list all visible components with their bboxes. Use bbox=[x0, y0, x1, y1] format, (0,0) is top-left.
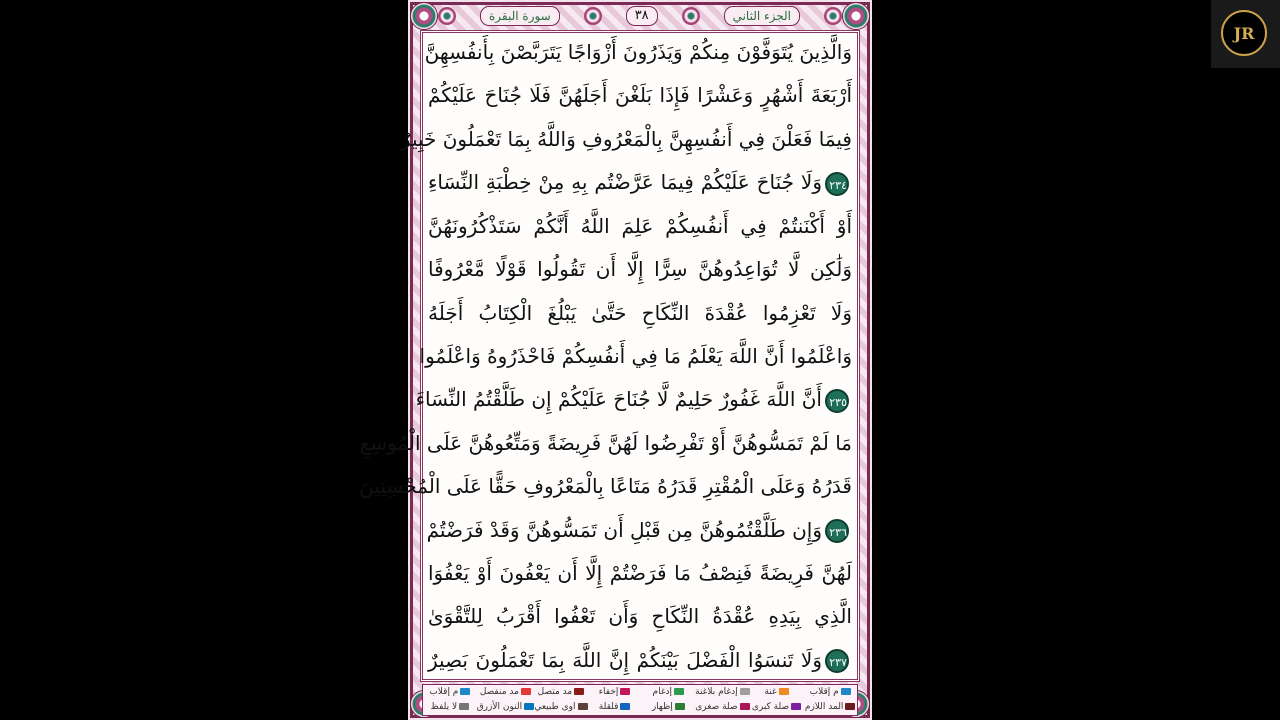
legend-swatch bbox=[675, 703, 685, 710]
legend-swatch bbox=[574, 688, 584, 695]
legend-item bbox=[803, 700, 857, 715]
legend-swatch bbox=[779, 688, 789, 695]
legend-item bbox=[695, 700, 750, 715]
header-ornament-icon bbox=[824, 7, 842, 25]
header-ornament-icon bbox=[438, 7, 456, 25]
ayah-text: وَلَا تَعْزِمُوا عُقْدَةَ النِّكَاحِ حَتَّىٰ يَبْلُغَ الْكِتَابُ أَجَلَهُ bbox=[428, 300, 852, 325]
legend-swatch bbox=[841, 688, 851, 695]
legend-swatch bbox=[460, 688, 470, 695]
legend-label: قلقلة bbox=[598, 702, 619, 712]
legend-item bbox=[534, 685, 588, 700]
legend-swatch bbox=[521, 688, 531, 695]
legend-swatch bbox=[740, 688, 750, 695]
ayah-text: مَا لَمْ تَمَسُّوهُنَّ أَوْ تَفْرِضُوا لَهُنَّ فَرِيضَةً وَمَتِّعُوهُنَّ عَلَى الْمُوسِعِ bbox=[359, 430, 852, 455]
logo-icon bbox=[1221, 10, 1267, 56]
ayah-text: وَإِن طَلَّقْتُمُوهُنَّ مِن قَبْلِ أَن تَمَسُّوهُنَّ وَقَدْ فَرَضْتُمْ bbox=[426, 517, 822, 542]
legend-swatch bbox=[459, 703, 469, 710]
ayah-line bbox=[428, 514, 852, 546]
corner-ornament-icon bbox=[842, 2, 870, 30]
header-ornament-icon bbox=[682, 7, 700, 25]
quran-text bbox=[359, 36, 852, 676]
ayah-text: قَدَرُهُ وَعَلَى الْمُقْتِرِ قَدَرُهُ مَتَاعًا بِالْمَعْرُوفِ حَقًّا عَلَى الْمُحْسِنِينَ bbox=[359, 474, 852, 499]
legend-item bbox=[750, 685, 804, 700]
header-ornament-icon bbox=[584, 7, 602, 25]
legend-swatch bbox=[674, 688, 684, 695]
ayah-line bbox=[428, 210, 852, 242]
legend-swatch bbox=[524, 703, 534, 710]
legend-label: م إقلاب bbox=[429, 687, 459, 697]
legend-label: إخفاء bbox=[598, 687, 619, 697]
logo-letters: JR bbox=[1233, 23, 1255, 43]
ayah-line bbox=[428, 557, 852, 589]
legend-item bbox=[534, 700, 588, 715]
ayah-line bbox=[428, 644, 852, 676]
verse-number-marker: ٢٣٦ bbox=[825, 519, 849, 543]
legend-label: النون الأزرق bbox=[476, 702, 523, 712]
legend-item bbox=[641, 685, 695, 700]
ayah-text: أَرْبَعَةَ أَشْهُرٍ وَعَشْرًا فَإِذَا بَلَغْنَ أَجَلَهُنَّ فَلَا جُنَاحَ عَلَيْكُمْ bbox=[428, 83, 852, 108]
ayah-line bbox=[428, 166, 852, 198]
ayah-line bbox=[415, 383, 852, 415]
legend-label: مد متصل bbox=[537, 687, 573, 697]
legend-swatch bbox=[620, 703, 630, 710]
corner-ornament-icon bbox=[410, 2, 438, 30]
ayah-text: وَالَّذِينَ يُتَوَفَّوْنَ مِنكُمْ وَيَذَرُونَ أَزْوَاجًا يَتَرَبَّصْنَ بِأَنفُسِهِنَّ bbox=[424, 40, 852, 64]
legend-label: مد منفصل bbox=[479, 687, 519, 697]
legend-label: إظهار bbox=[651, 702, 673, 712]
legend-label: اوى طبيعي bbox=[534, 702, 576, 712]
tajweed-legend bbox=[422, 684, 858, 716]
ayah-line bbox=[428, 297, 852, 329]
ayah-text: وَلَا جُنَاحَ عَلَيْكُمْ فِيمَا عَرَّضْتُم بِهِ مِنْ خِطْبَةِ النِّسَاءِ bbox=[428, 170, 822, 195]
legend-item bbox=[477, 700, 534, 715]
legend-label: إدغام بلاغنة bbox=[695, 687, 738, 697]
ayah-line bbox=[359, 427, 852, 459]
legend-label: صلة كبرى bbox=[751, 702, 790, 712]
verse-number-marker: ٢٣٧ bbox=[825, 649, 849, 673]
ayah-line bbox=[400, 123, 852, 155]
verse-number-marker: ٢٣٥ bbox=[825, 389, 849, 413]
legend-item bbox=[423, 700, 477, 715]
legend-label: لا يلفظ bbox=[430, 702, 458, 712]
ayah-text: وَلَا تَنسَوُا الْفَضْلَ بَيْنَكُمْ إِنَّ اللَّهَ بِمَا تَعْمَلُونَ بَصِيرٌ bbox=[428, 647, 822, 672]
mushaf-page bbox=[359, 0, 872, 720]
legend-item bbox=[423, 685, 477, 700]
ayah-line bbox=[428, 79, 852, 111]
legend-label: صلة صغرى bbox=[695, 702, 738, 712]
legend-swatch bbox=[578, 703, 588, 710]
legend-item bbox=[477, 685, 534, 700]
ayah-line bbox=[428, 253, 852, 285]
legend-swatch bbox=[620, 688, 630, 695]
ayah-line bbox=[419, 340, 852, 372]
juz-label: الجزء الثاني bbox=[724, 6, 800, 26]
legend-item bbox=[588, 700, 642, 715]
legend-item bbox=[695, 685, 750, 700]
legend-label: إدغام bbox=[652, 687, 673, 697]
legend-swatch bbox=[791, 703, 801, 710]
legend-item bbox=[641, 700, 695, 715]
legend-item bbox=[750, 700, 804, 715]
ayah-text: الَّذِي بِيَدِهِ عُقْدَةُ النِّكَاحِ وَأَن تَعْفُوا أَقْرَبُ لِلتَّقْوَىٰ bbox=[428, 604, 852, 629]
ayah-text: فِيمَا فَعَلْنَ فِي أَنفُسِهِنَّ بِالْمَعْرُوفِ وَاللَّهُ بِمَا تَعْمَلُونَ خَبِيرٌ bbox=[400, 126, 852, 151]
ayah-text: أَنَّ اللَّهَ غَفُورٌ حَلِيمٌ لَّا جُنَاحَ عَلَيْكُمْ إِن طَلَّقْتُمُ النِّسَاءَ bbox=[415, 387, 822, 412]
ayah-text: وَاعْلَمُوا أَنَّ اللَّهَ يَعْلَمُ مَا فِي أَنفُسِكُمْ فَاحْذَرُوهُ وَاعْلَمُوا bbox=[419, 343, 852, 368]
legend-item bbox=[588, 685, 642, 700]
legend-label: غنة bbox=[764, 687, 777, 697]
ayah-line bbox=[424, 36, 852, 68]
verse-number-marker: ٢٣٤ bbox=[825, 172, 849, 196]
ayah-text: وَلَٰكِن لَّا تُوَاعِدُوهُنَّ سِرًّا إِلَّا أَن تَقُولُوا قَوْلًا مَّعْرُوفًا bbox=[428, 257, 852, 282]
surah-label: سورة البقرة bbox=[480, 6, 560, 26]
legend-label: المد اللازم bbox=[804, 702, 844, 712]
legend-swatch bbox=[845, 703, 855, 710]
legend-swatch bbox=[740, 703, 750, 710]
legend-label: م إقلاب bbox=[809, 687, 839, 697]
page-header bbox=[438, 5, 842, 27]
legend-item bbox=[803, 685, 857, 700]
ayah-text: لَهُنَّ فَرِيضَةً فَنِصْفُ مَا فَرَضْتُمْ إِلَّا أَن يَعْفُونَ أَوْ يَعْفُوَا bbox=[428, 561, 852, 586]
ayah-text: أَوْ أَكْنَنتُمْ فِي أَنفُسِكُمْ عَلِمَ اللَّهُ أَنَّكُمْ سَتَذْكُرُونَهُنَّ bbox=[428, 213, 852, 238]
ayah-line bbox=[359, 470, 852, 502]
page-number: ٣٨ bbox=[626, 6, 658, 26]
channel-logo bbox=[1211, 0, 1280, 68]
ayah-line bbox=[428, 600, 852, 632]
